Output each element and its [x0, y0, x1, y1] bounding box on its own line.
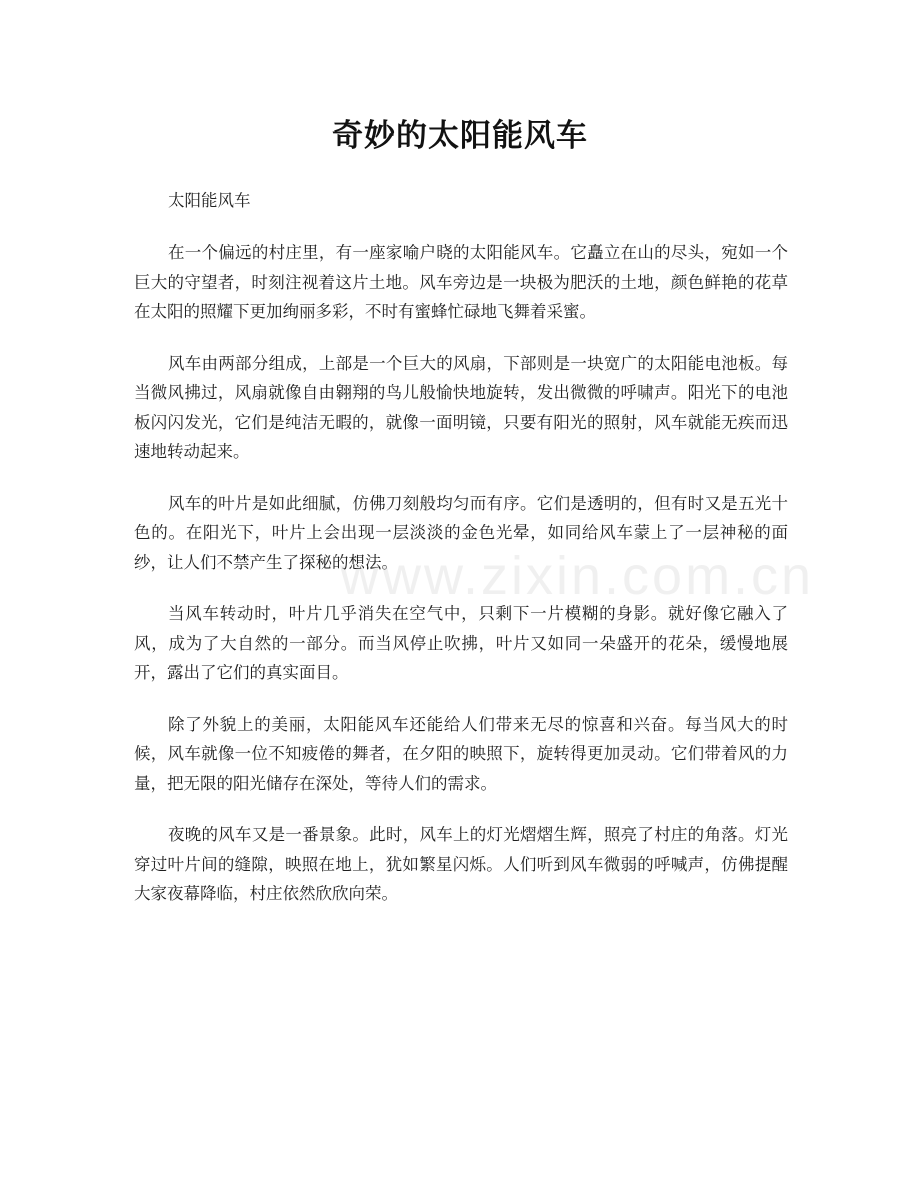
- paragraph-5: 除了外貌上的美丽，太阳能风车还能给人们带来无尽的惊喜和兴奋。每当风大的时候，风车就像一位不知疲倦的舞者，在夕阳的映照下，旋转得更加灵动。它们带着风的力量，把无限的阳光储存在深处，等待人们的需求。: [134, 714, 788, 793]
- paragraph-3: 风车的叶片是如此细腻，仿佛刀刻般均匀而有序。它们是透明的，但有时又是五光十色的。在阳光下，叶片上会出现一层淡淡的金色光晕，如同给风车蒙上了一层神秘的面纱，让人们不禁产生了探秘的想法。: [134, 493, 788, 572]
- document-body: [134, 186, 815, 931]
- paragraph-1: 在一个偏远的村庄里，有一座家喻户晓的太阳能风车。它矗立在山的尽头，宛如一个巨大的守望者，时刻注视着这片土地。风车旁边是一块极为肥沃的土地，颜色鲜艳的花草在太阳的照耀下更加绚丽多彩，不时有蜜蜂忙碌地飞舞着采蜜。: [134, 243, 788, 321]
- section-subtitle: 太阳能风车: [168, 191, 251, 210]
- paragraph-2: 风车由两部分组成，上部是一个巨大的风扇，下部则是一块宽广的太阳能电池板。每当微风拂过，风扇就像自由翱翔的鸟儿般愉快地旋转，发出微微的呼啸声。阳光下的电池板闪闪发光，它们是纯洁无暇的，就像一面明镜，只要有阳光的照射，风车就能无疾而迅速地转动起来。: [134, 353, 788, 461]
- page-title: 奇妙的太阳能风车: [332, 118, 588, 154]
- paragraph-4: 当风车转动时，叶片几乎消失在空气中，只剩下一片模糊的身影。就好像它融入了风，成为了大自然的一部分。而当风停止吹拂，叶片又如同一朵盛开的花朵，缓慢地展开，露出了它们的真实面目。: [134, 604, 788, 682]
- paragraph-6: 夜晚的风车又是一番景象。此时，风车上的灯光熠熠生辉，照亮了村庄的角落。灯光穿过叶片间的缝隙，映照在地上，犹如繁星闪烁。人们听到风车微弱的呼喊声，仿佛提醒大家夜幕降临，村庄依然欣欣向荣。: [134, 825, 788, 903]
- watermark: www.zixin.com.cn: [340, 546, 815, 606]
